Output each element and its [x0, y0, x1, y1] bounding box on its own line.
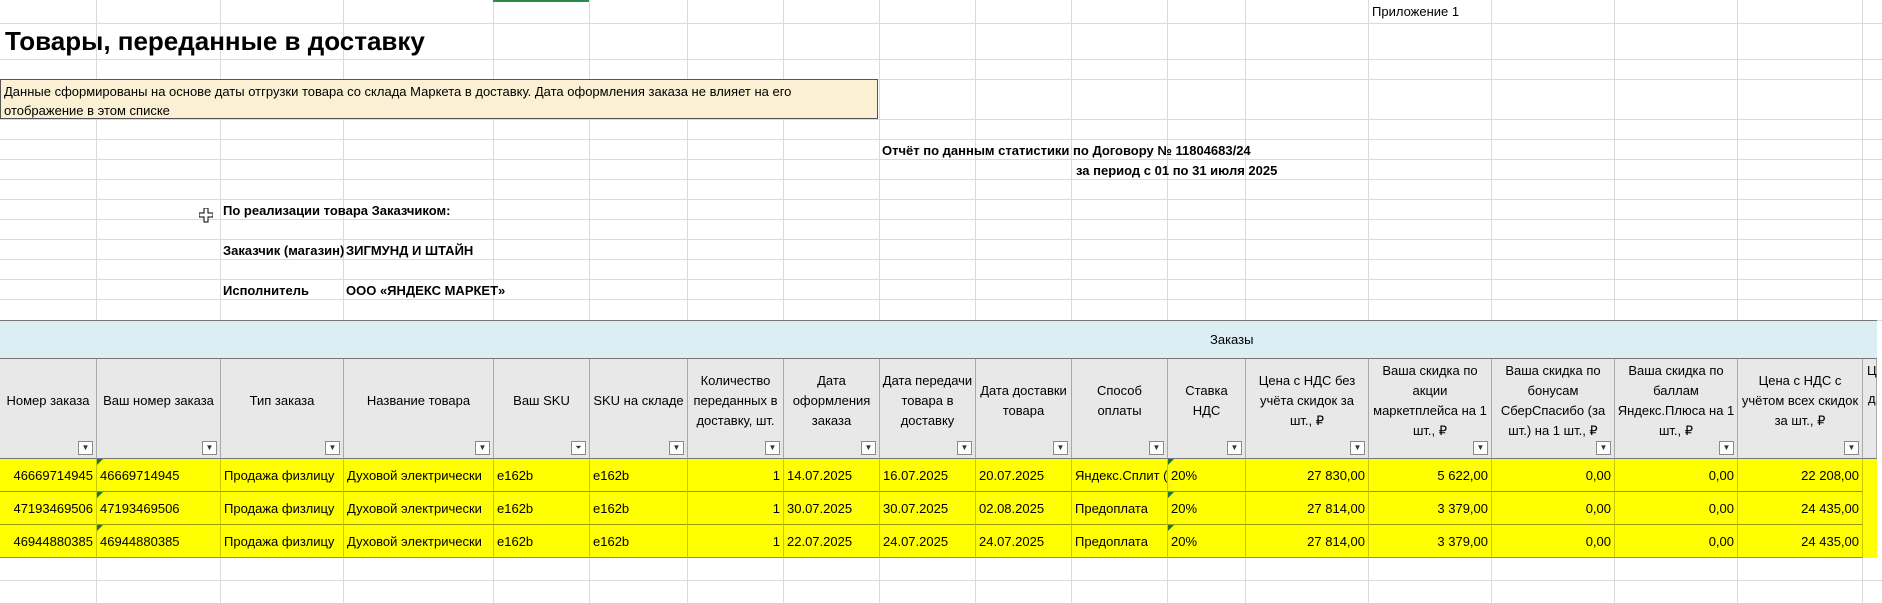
executor-value: ООО «ЯНДЕКС МАРКЕТ» [346, 283, 506, 298]
cell-quantity[interactable]: 1 [688, 459, 784, 492]
filter-dropdown-icon[interactable]: ▼ [1149, 441, 1164, 455]
cell-shipment-date[interactable]: 16.07.2025 [880, 459, 976, 492]
cell-delivery-date[interactable]: 20.07.2025 [976, 459, 1072, 492]
table-row [0, 492, 1877, 525]
cell-sberspasibo-discount[interactable]: 0,00 [1492, 525, 1615, 558]
filter-dropdown-icon[interactable]: ▼ [1719, 441, 1734, 455]
cell-quantity[interactable]: 1 [688, 525, 784, 558]
executor-label: Исполнитель [223, 283, 309, 298]
cell-order-type[interactable]: Продажа физлицу [221, 492, 344, 525]
cell-price-no-discount[interactable]: 27 830,00 [1246, 459, 1369, 492]
appendix-label: Приложение 1 [1372, 4, 1460, 19]
filter-dropdown-icon[interactable]: ▼ [325, 441, 340, 455]
cell-warehouse-sku[interactable]: e162b [590, 525, 688, 558]
partial-header-char: Ц [1867, 363, 1877, 378]
cell-your-order-number[interactable]: 46944880385 [97, 525, 221, 558]
selected-column-marker [493, 0, 589, 2]
filter-dropdown-icon[interactable]: ▼ [765, 441, 780, 455]
cell-order-number[interactable]: 46669714945 [0, 459, 97, 492]
sale-heading: По реализации товара Заказчиком: [223, 203, 451, 218]
col-header-your-order-number: Ваш номер заказа ▼ [97, 359, 221, 459]
report-period: за период с 01 по 31 июля 2025 [1076, 163, 1278, 178]
cell-warehouse-sku[interactable]: e162b [590, 459, 688, 492]
col-header-order-date: Дата оформления заказа ▼ [784, 359, 880, 459]
cell-warehouse-sku[interactable]: e162b [590, 492, 688, 525]
cell-sberspasibo-discount[interactable]: 0,00 [1492, 492, 1615, 525]
filter-dropdown-icon[interactable]: ▼ [957, 441, 972, 455]
table-row [0, 459, 1877, 492]
col-header-price-no-discount: Цена с НДС без учёта скидок за шт., ₽ ▼ [1246, 359, 1369, 459]
cell-order-date[interactable]: 14.07.2025 [784, 459, 880, 492]
partial-header-char: д [1868, 391, 1876, 406]
cell-order-number[interactable]: 47193469506 [0, 492, 97, 525]
info-note [0, 79, 878, 119]
cell-quantity[interactable]: 1 [688, 492, 784, 525]
filter-dropdown-icon[interactable]: ▼ [861, 441, 876, 455]
filter-dropdown-icon[interactable]: ▼ [78, 441, 93, 455]
filter-dropdown-icon[interactable]: ▼ [669, 441, 684, 455]
cell-delivery-date[interactable]: 24.07.2025 [976, 525, 1072, 558]
col-header-yandex-plus-discount: Ваша скидка по баллам Яндекс.Плюса на 1 шт., ₽ ▼ [1615, 359, 1738, 459]
cell-cursor-icon [199, 208, 213, 224]
filter-dropdown-icon[interactable]: ▼ [475, 441, 490, 455]
cell-yandex-plus-discount[interactable]: 0,00 [1615, 492, 1738, 525]
filter-dropdown-icon[interactable]: ▼ [202, 441, 217, 455]
cell-vat-rate[interactable]: 20% [1168, 459, 1246, 492]
cell-vat-rate[interactable]: 20% [1168, 525, 1246, 558]
filter-dropdown-icon[interactable]: ▼ [1596, 441, 1611, 455]
report-title: Отчёт по данным статистики по Договору № 11804683/24 [882, 143, 1251, 158]
cell-your-order-number[interactable]: 47193469506 [97, 492, 221, 525]
cell-your-sku[interactable]: e162b [494, 492, 590, 525]
cell-price-no-discount[interactable]: 27 814,00 [1246, 492, 1369, 525]
cell-marketplace-discount[interactable]: 5 622,00 [1369, 459, 1492, 492]
cell-order-type[interactable]: Продажа физлицу [221, 459, 344, 492]
col-header-order-type: Тип заказа ▼ [221, 359, 344, 459]
orders-section-label: Заказы [1210, 332, 1254, 347]
orders-section-band [0, 320, 1877, 359]
col-header-warehouse-sku: SKU на складе ▼ [590, 359, 688, 459]
table-row [0, 525, 1877, 558]
col-header-payment-method: Способ оплаты ▼ [1072, 359, 1168, 459]
cell-marketplace-discount[interactable]: 3 379,00 [1369, 492, 1492, 525]
cell-marketplace-discount[interactable]: 3 379,00 [1369, 525, 1492, 558]
cell-final-price[interactable]: 24 435,00 [1738, 525, 1863, 558]
cell-your-sku[interactable]: e162b [494, 525, 590, 558]
cell-product-name[interactable]: Духовой электрически [344, 459, 494, 492]
cell-sberspasibo-discount[interactable]: 0,00 [1492, 459, 1615, 492]
col-header-marketplace-discount: Ваша скидка по акции маркетплейса на 1 шт., ₽ ▼ [1369, 359, 1492, 459]
cell-payment-method[interactable]: Предоплата [1072, 525, 1168, 558]
cell-product-name[interactable]: Духовой электрически [344, 525, 494, 558]
filter-active-icon[interactable]: ⏷ [571, 441, 586, 455]
cell-final-price[interactable]: 22 208,00 [1738, 459, 1863, 492]
col-header-sberspasibo-discount: Ваша скидка по бонусам СберСпасибо (за шт.) на 1 шт., ₽ ▼ [1492, 359, 1615, 459]
cell-delivery-date[interactable]: 02.08.2025 [976, 492, 1072, 525]
customer-value: ЗИГМУНД И ШТАЙН [346, 243, 474, 258]
cell-order-type[interactable]: Продажа физлицу [221, 525, 344, 558]
filter-dropdown-icon[interactable]: ▼ [1053, 441, 1068, 455]
cell-yandex-plus-discount[interactable]: 0,00 [1615, 459, 1738, 492]
info-note-text: Данные сформированы на основе даты отгрузки товара со склада Маркета в доставку. Дата оформления заказа не влияет на его отображение в этом списке [4, 84, 792, 118]
col-header-vat-rate: Ставка НДС ▼ [1168, 359, 1246, 459]
cell-your-sku[interactable]: e162b [494, 459, 590, 492]
col-header-final-price: Цена с НДС с учётом всех скидок за шт., ₽ ▼ [1738, 359, 1863, 459]
filter-dropdown-icon[interactable]: ▼ [1844, 441, 1859, 455]
col-header-your-sku: Ваш SKU ⏷ [494, 359, 590, 459]
cell-price-no-discount[interactable]: 27 814,00 [1246, 525, 1369, 558]
cell-payment-method[interactable]: Предоплата [1072, 492, 1168, 525]
col-header-partial [1863, 359, 1877, 459]
cell-product-name[interactable]: Духовой электрически [344, 492, 494, 525]
cell-order-date[interactable]: 22.07.2025 [784, 525, 880, 558]
cell-order-date[interactable]: 30.07.2025 [784, 492, 880, 525]
cell-final-price[interactable]: 24 435,00 [1738, 492, 1863, 525]
filter-dropdown-icon[interactable]: ▼ [1227, 441, 1242, 455]
filter-dropdown-icon[interactable]: ▼ [1473, 441, 1488, 455]
cell-shipment-date[interactable]: 24.07.2025 [880, 525, 976, 558]
col-header-shipment-date: Дата передачи товара в доставку ▼ [880, 359, 976, 459]
cell-payment-method[interactable]: Яндекс.Сплит ( [1072, 459, 1168, 492]
customer-label: Заказчик (магазин) [223, 243, 345, 258]
cell-shipment-date[interactable]: 30.07.2025 [880, 492, 976, 525]
col-header-delivery-date: Дата доставки товара ▼ [976, 359, 1072, 459]
cell-order-number[interactable]: 46944880385 [0, 525, 97, 558]
cell-yandex-plus-discount[interactable]: 0,00 [1615, 525, 1738, 558]
col-header-quantity: Количество переданных в доставку, шт. ▼ [688, 359, 784, 459]
filter-dropdown-icon[interactable]: ▼ [1350, 441, 1365, 455]
page-title: Товары, переданные в доставку [5, 26, 425, 56]
col-header-order-number: Номер заказа ▼ [0, 359, 97, 459]
col-header-product-name: Название товара ▼ [344, 359, 494, 459]
cell-your-order-number[interactable]: 46669714945 [97, 459, 221, 492]
cell-vat-rate[interactable]: 20% [1168, 492, 1246, 525]
